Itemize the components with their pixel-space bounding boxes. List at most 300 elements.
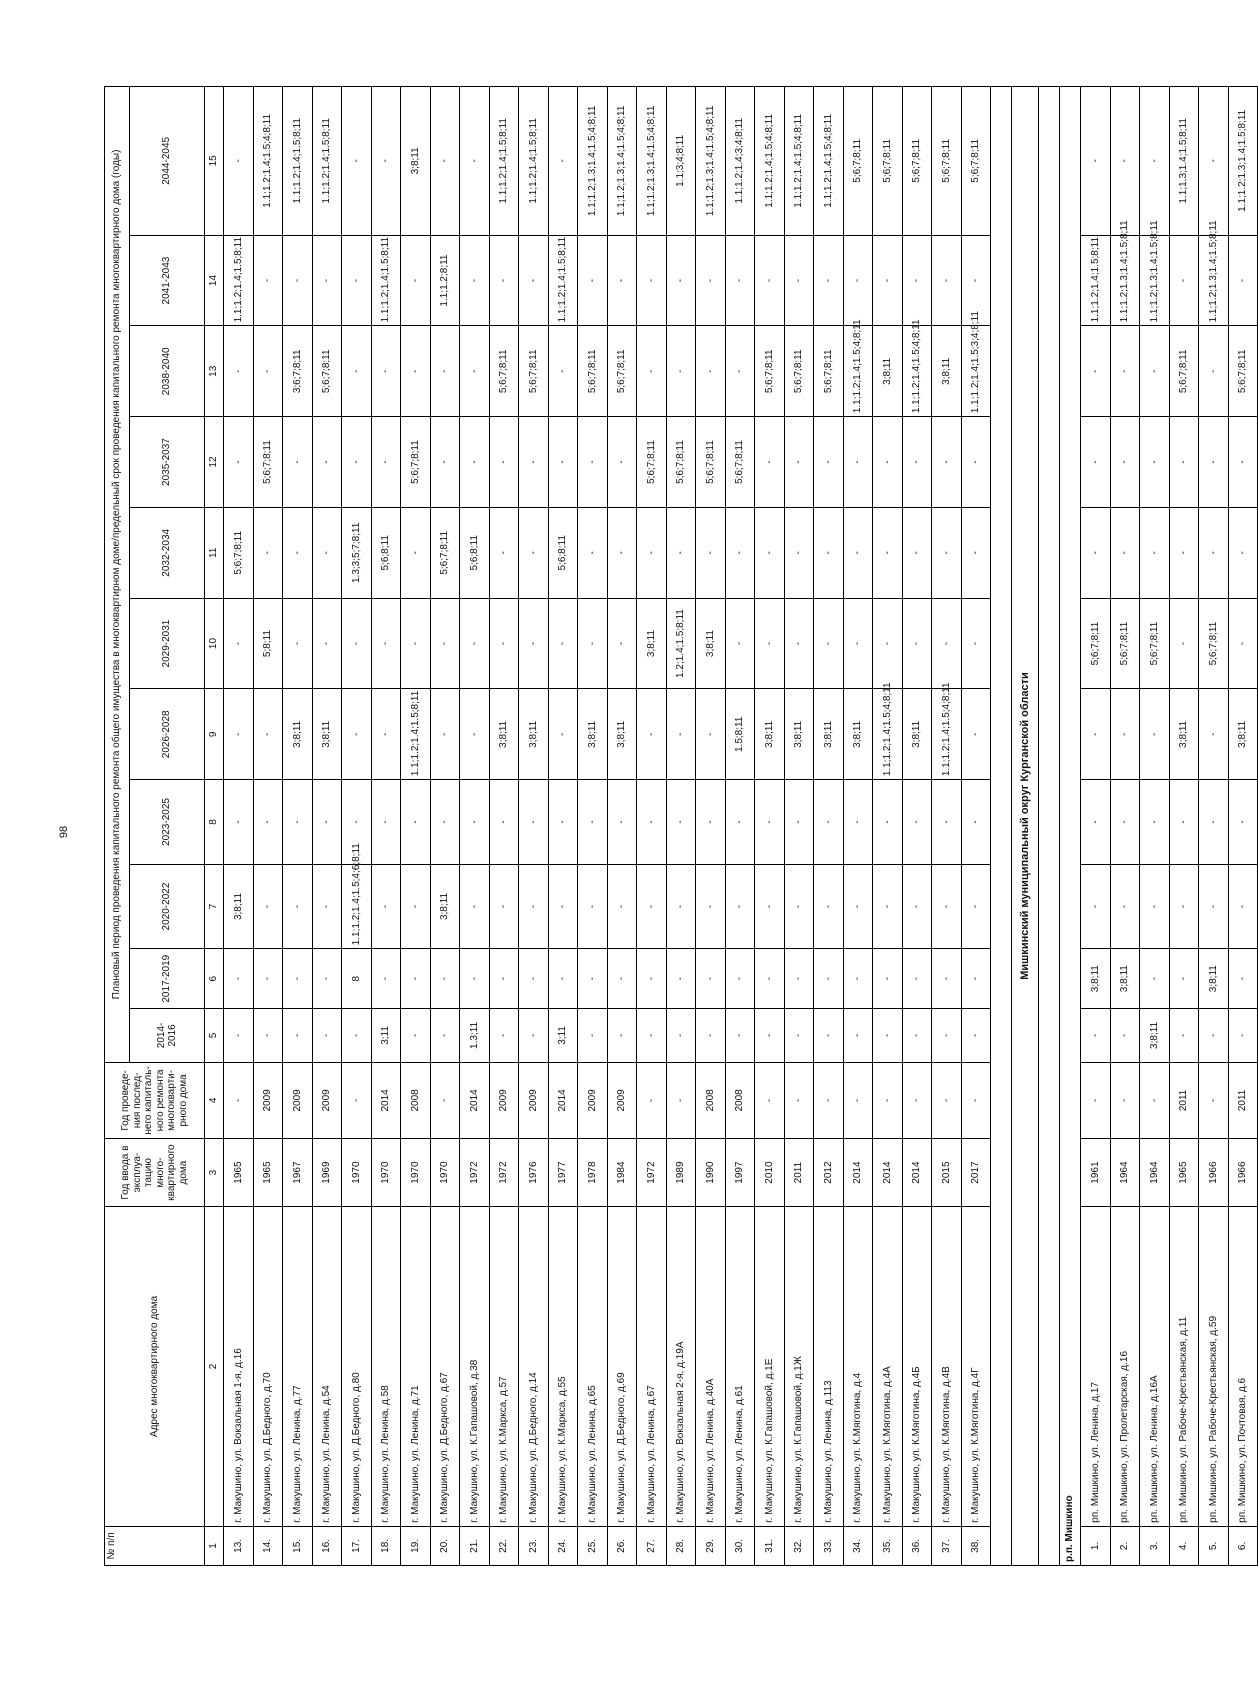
column-number: 7 [205, 864, 224, 949]
table-cell: - [312, 507, 342, 598]
table-cell: - [548, 417, 578, 508]
table-cell: - [224, 780, 254, 865]
table-cell: 2011 [1169, 1062, 1199, 1138]
address-cell: г. Макушино, ул. К.Мяготина, д.4В [932, 1207, 962, 1527]
table-cell: - [932, 864, 962, 949]
table-cell: 3;11 [371, 1009, 401, 1063]
column-number: 6 [205, 949, 224, 1009]
table-cell: - [902, 417, 932, 508]
row-number: 18. [371, 1526, 401, 1565]
table-cell: 1967 [283, 1139, 313, 1207]
table-cell: - [696, 949, 726, 1009]
row-number: 19. [401, 1526, 431, 1565]
table-cell: 1.1;1.2;1.4;1.5;4;6;8;11 [342, 864, 372, 949]
table-cell: - [460, 417, 490, 508]
table-cell: - [548, 864, 578, 949]
row-number: 17. [342, 1526, 372, 1565]
table-cell: - [460, 780, 490, 865]
table-cell: - [637, 864, 667, 949]
table-cell: - [843, 1009, 873, 1063]
table-row [932, 87, 962, 1566]
address-cell: г. Макушино, ул. Ленина, д.77 [283, 1207, 313, 1527]
table-cell: - [430, 326, 460, 417]
table-cell: - [430, 1009, 460, 1063]
row-number: 28. [666, 1526, 696, 1565]
table-cell: - [548, 87, 578, 236]
table-cell: - [548, 326, 578, 417]
table-row [784, 87, 814, 1566]
address-cell: г. Макушино, ул. Д.Бедного, д.67 [430, 1207, 460, 1527]
table-cell: - [342, 326, 372, 417]
table-cell: - [1199, 1062, 1229, 1138]
table-cell: - [401, 949, 431, 1009]
table-cell: 1.1;1.2;1.4;1.5;8;11 [371, 235, 401, 326]
table-cell: - [932, 1062, 962, 1138]
table-cell: - [873, 507, 903, 598]
table-cell: 2009 [519, 1062, 549, 1138]
table-cell: - [902, 780, 932, 865]
table-row [843, 87, 873, 1566]
rotated-table-container [104, 86, 1248, 1566]
table-cell: - [607, 417, 637, 508]
header-year-last-repair: Год проведе-ния послед-него капиталь-ного ремонта многокварти-рного дома [105, 1062, 205, 1138]
period-header: 2041-2043 [130, 235, 205, 326]
table-cell: 5;6;7;8;11 [312, 326, 342, 417]
table-cell: - [607, 780, 637, 865]
table-cell: - [696, 235, 726, 326]
column-number: 12 [205, 417, 224, 508]
table-row [814, 87, 844, 1566]
address-cell: г. Макушино, ул. Вокзальная 1-я, д.16 [224, 1207, 254, 1527]
table-cell: - [1110, 507, 1140, 598]
table-cell: 3;8;11 [755, 689, 785, 780]
table-cell: - [1110, 417, 1140, 508]
column-number: 9 [205, 689, 224, 780]
section-title-row [1012, 87, 1039, 1566]
table-cell: - [607, 235, 637, 326]
table-cell: - [666, 1062, 696, 1138]
table-cell: - [548, 598, 578, 689]
table-cell: - [725, 780, 755, 865]
table-cell: 2010 [755, 1139, 785, 1207]
table-cell: - [1169, 864, 1199, 949]
table-cell: - [224, 417, 254, 508]
table-cell: 5;6;7;8;11 [253, 417, 283, 508]
table-cell: - [430, 598, 460, 689]
table-cell: - [1140, 949, 1170, 1009]
table-cell: 2008 [725, 1062, 755, 1138]
table-cell: - [1110, 326, 1140, 417]
column-number: 1 [205, 1526, 224, 1565]
table-cell: - [725, 598, 755, 689]
table-cell: - [253, 326, 283, 417]
table-cell: 3;8;11 [784, 689, 814, 780]
table-cell: 1972 [460, 1139, 490, 1207]
table-cell: 1966 [1228, 1139, 1258, 1207]
table-cell: - [519, 1009, 549, 1063]
table-cell: - [253, 949, 283, 1009]
table-cell: 1977 [548, 1139, 578, 1207]
table-cell: - [1199, 864, 1229, 949]
table-cell: - [873, 235, 903, 326]
table-cell: - [430, 689, 460, 780]
table-cell: - [460, 689, 490, 780]
table-cell: - [755, 417, 785, 508]
table-cell: - [371, 598, 401, 689]
table-cell: 5;6;7;8;11 [1140, 598, 1170, 689]
table-row [607, 87, 637, 1566]
table-cell: - [932, 235, 962, 326]
table-row [1169, 87, 1199, 1566]
address-cell: г. Макушино, ул. Ленина, д.113 [814, 1207, 844, 1527]
table-cell: 1.1;1.2;1.3;1.4;1.5;4;8;11 [637, 87, 667, 236]
address-cell: г. Макушино, ул. К.Маркса, д.57 [489, 1207, 519, 1527]
table-cell: - [489, 1009, 519, 1063]
table-cell: 3;8;11 [224, 864, 254, 949]
row-number: 6. [1228, 1526, 1258, 1565]
table-cell: - [961, 1062, 991, 1138]
table-cell: - [342, 1009, 372, 1063]
table-cell: - [489, 864, 519, 949]
table-cell: 1965 [253, 1139, 283, 1207]
table-cell: 5;6;7;8;11 [784, 326, 814, 417]
table-cell: 2009 [489, 1062, 519, 1138]
table-cell: - [1140, 326, 1170, 417]
table-cell: 5;6;7;8;11 [519, 326, 549, 417]
table-cell: - [371, 864, 401, 949]
table-cell: - [578, 780, 608, 865]
column-number-row [205, 87, 224, 1566]
address-cell: г. Макушино, ул. К.Маркса, д.55 [548, 1207, 578, 1527]
table-row [1140, 87, 1170, 1566]
row-number: 5. [1199, 1526, 1229, 1565]
table-cell: - [666, 326, 696, 417]
table-cell: - [755, 507, 785, 598]
table-cell: - [696, 780, 726, 865]
table-cell: - [666, 864, 696, 949]
table-cell: 2014 [902, 1139, 932, 1207]
table-cell: 3;8;11 [902, 689, 932, 780]
table-cell: - [1140, 1062, 1170, 1138]
table-cell: 3;8;11 [843, 689, 873, 780]
table-cell: 5;8;11 [253, 598, 283, 689]
table-cell: 1.3;3;5;7;8;11 [342, 507, 372, 598]
table-cell: - [224, 598, 254, 689]
table-cell: - [489, 780, 519, 865]
table-cell: - [843, 780, 873, 865]
row-number: 38. [961, 1526, 991, 1565]
table-cell: - [1199, 87, 1229, 236]
table-cell: - [932, 507, 962, 598]
row-number: 15. [283, 1526, 313, 1565]
table-row [430, 87, 460, 1566]
row-number: 29. [696, 1526, 726, 1565]
table-cell: - [961, 507, 991, 598]
table-cell: - [961, 235, 991, 326]
address-cell: рп. Мишкино, ул. Почтовая, д.6 [1228, 1207, 1258, 1527]
table-cell: 3;8;11 [578, 689, 608, 780]
table-cell: 3;8;11 [814, 689, 844, 780]
table-cell: - [371, 949, 401, 1009]
table-cell: - [784, 864, 814, 949]
table-cell: 1965 [224, 1139, 254, 1207]
table-cell: - [843, 507, 873, 598]
table-cell: - [755, 780, 785, 865]
table-cell: - [253, 689, 283, 780]
table-cell: - [283, 417, 313, 508]
table-cell: - [932, 1009, 962, 1063]
table-cell: - [1228, 235, 1258, 326]
table-cell: 1.1;1.2;1.3;1.4;1.5;4;8;11 [578, 87, 608, 236]
table-cell: 2009 [578, 1062, 608, 1138]
table-row [489, 87, 519, 1566]
page-number: 98 [58, 825, 71, 839]
table-cell: - [283, 1009, 313, 1063]
table-cell: 1984 [607, 1139, 637, 1207]
spacer-row [991, 87, 1012, 1566]
table-cell: 5;6;7;8;11 [961, 87, 991, 236]
table-cell: - [519, 864, 549, 949]
table-cell: 1970 [430, 1139, 460, 1207]
locality-name: р.п. Мишкино [1060, 87, 1081, 1566]
table-cell: - [873, 1009, 903, 1063]
table-cell: 3;8;11 [401, 87, 431, 236]
table-cell: 2008 [696, 1062, 726, 1138]
table-cell: 5;6;7;8;11 [1169, 326, 1199, 417]
table-cell: - [1199, 326, 1229, 417]
table-cell: - [430, 417, 460, 508]
table-cell: - [1169, 949, 1199, 1009]
table-cell: 5;6;7;8;11 [725, 417, 755, 508]
table-cell: - [1199, 689, 1229, 780]
table-cell: - [224, 87, 254, 236]
table-cell: 8 [342, 949, 372, 1009]
table-cell: 5;6;7;8;11 [814, 326, 844, 417]
table-cell: - [873, 1062, 903, 1138]
table-cell: 1972 [489, 1139, 519, 1207]
table-cell: 1970 [371, 1139, 401, 1207]
table-cell: - [1169, 235, 1199, 326]
table-body [224, 87, 1258, 1566]
table-cell: - [696, 507, 726, 598]
table-cell: 5;6;7;8;11 [430, 507, 460, 598]
table-cell: - [371, 326, 401, 417]
table-cell: - [961, 417, 991, 508]
table-cell: - [401, 598, 431, 689]
table-cell: - [1140, 507, 1170, 598]
table-cell: 1.1;1.2;1.4;1.5;4;8;11 [843, 326, 873, 417]
table-cell: - [932, 780, 962, 865]
row-number: 30. [725, 1526, 755, 1565]
table-cell: 1.1;1.2;1.3;1.4;1.5;8;11 [1140, 235, 1170, 326]
table-cell: - [253, 507, 283, 598]
table-cell: 2014 [460, 1062, 490, 1138]
table-cell: 3;8;11 [1228, 689, 1258, 780]
table-cell: 1966 [1199, 1139, 1229, 1207]
table-cell: - [784, 417, 814, 508]
table-cell: 2015 [932, 1139, 962, 1207]
row-number: 23. [519, 1526, 549, 1565]
spacer-row [1039, 87, 1060, 1566]
table-cell: - [342, 87, 372, 236]
table-cell: - [725, 507, 755, 598]
header-planned-period: Плановый период проведения капитального ремонта общего имущества в многоквартирном доме/предельный срок проведения капитального ремонта многоквартирного дома (годы) [105, 87, 130, 1063]
table-cell: - [666, 1009, 696, 1063]
table-cell: 2014 [873, 1139, 903, 1207]
table-cell: - [755, 1009, 785, 1063]
table-cell: - [961, 598, 991, 689]
period-header: 2026-2028 [130, 689, 205, 780]
table-cell: 1.1;1.2;1.4;1.5;8;11 [224, 235, 254, 326]
address-cell: г. Макушино, ул. К.Гапашовой, д.38 [460, 1207, 490, 1527]
table-cell: 1970 [401, 1139, 431, 1207]
table-row [725, 87, 755, 1566]
table-cell: 1.5;8;11 [725, 689, 755, 780]
table-cell: - [312, 1009, 342, 1063]
table-cell: - [784, 507, 814, 598]
row-number: 32. [784, 1526, 814, 1565]
table-row [873, 87, 903, 1566]
table-cell: 5;6;7;8;11 [755, 326, 785, 417]
table-cell: - [1081, 87, 1111, 236]
table-cell: 5;6;7;8;11 [843, 87, 873, 236]
column-number: 11 [205, 507, 224, 598]
table-cell: 5;6;8;11 [371, 507, 401, 598]
period-header: 2023-2025 [130, 780, 205, 865]
table-cell: - [784, 949, 814, 1009]
table-cell: - [430, 87, 460, 236]
table-row [253, 87, 283, 1566]
table-cell: - [666, 507, 696, 598]
row-number: 20. [430, 1526, 460, 1565]
table-cell: 5;6;7;8;11 [932, 87, 962, 236]
table-cell: - [283, 598, 313, 689]
table-cell: - [371, 780, 401, 865]
row-number: 4. [1169, 1526, 1199, 1565]
table-cell: - [902, 949, 932, 1009]
table-cell: - [932, 598, 962, 689]
table-cell: - [1140, 417, 1170, 508]
table-cell: - [312, 417, 342, 508]
table-cell: - [725, 235, 755, 326]
table-row [371, 87, 401, 1566]
address-cell: г. Макушино, ул. Д.Бедного, д.80 [342, 1207, 372, 1527]
period-header: 2014-2016 [130, 1009, 205, 1063]
table-cell: - [578, 235, 608, 326]
table-cell: 5;6;7;8;11 [401, 417, 431, 508]
table-cell: - [224, 1062, 254, 1138]
table-cell: - [814, 1062, 844, 1138]
table-cell: - [430, 1062, 460, 1138]
row-number: 24. [548, 1526, 578, 1565]
table-cell: - [607, 949, 637, 1009]
table-cell: - [519, 780, 549, 865]
table-cell: - [843, 598, 873, 689]
table-row [1228, 87, 1258, 1566]
table-cell: - [460, 949, 490, 1009]
table-row [902, 87, 932, 1566]
table-cell: - [873, 598, 903, 689]
table-cell: - [755, 598, 785, 689]
address-cell: г. Макушино, ул. Ленина, д.54 [312, 1207, 342, 1527]
table-cell: - [519, 949, 549, 1009]
table-cell: - [1140, 87, 1170, 236]
table-cell: - [961, 1009, 991, 1063]
table-cell: - [814, 235, 844, 326]
table-cell: 3;8;11 [283, 689, 313, 780]
table-cell: 3;8;11 [873, 326, 903, 417]
table-cell: 5;6;7;8;11 [1110, 598, 1140, 689]
table-cell: 2008 [401, 1062, 431, 1138]
table-cell: - [371, 87, 401, 236]
table-cell: 2009 [607, 1062, 637, 1138]
table-cell: 2009 [312, 1062, 342, 1138]
address-cell: г. Макушино, ул. К.Мяготина, д.4А [873, 1207, 903, 1527]
table-row [224, 87, 254, 1566]
table-cell: - [1081, 689, 1111, 780]
table-cell: - [401, 235, 431, 326]
capital-repair-table [104, 86, 1258, 1566]
table-cell: - [814, 598, 844, 689]
table-cell: - [1228, 1009, 1258, 1063]
row-number: 2. [1110, 1526, 1140, 1565]
table-cell: 5;6;7;8;11 [637, 417, 667, 508]
table-cell: 5;6;7;8;11 [1199, 598, 1229, 689]
table-cell: - [725, 864, 755, 949]
table-cell: 1989 [666, 1139, 696, 1207]
table-cell: 3;8;11 [312, 689, 342, 780]
table-cell: 1.1;1.2;1.4;1.5;8;11 [1081, 235, 1111, 326]
table-cell: 1.1;1.2;1.4;1.5;8;11 [519, 87, 549, 236]
table-cell: - [814, 417, 844, 508]
table-cell: - [283, 780, 313, 865]
table-cell: 5;6;7;8;11 [489, 326, 519, 417]
period-header: 2032-2034 [130, 507, 205, 598]
table-cell: - [489, 598, 519, 689]
table-cell: - [902, 598, 932, 689]
table-cell: - [224, 326, 254, 417]
table-row [578, 87, 608, 1566]
table-cell: - [253, 864, 283, 949]
table-cell: - [696, 1009, 726, 1063]
table-cell: - [725, 326, 755, 417]
table-cell: 1.1;1.2;1.4;1.5;4;8;11 [814, 87, 844, 236]
table-cell: - [666, 949, 696, 1009]
table-cell: - [253, 780, 283, 865]
address-cell: г. Макушино, ул. К.Гапашовой, д.1Ж [784, 1207, 814, 1527]
table-cell: - [902, 1062, 932, 1138]
table-cell: - [1228, 780, 1258, 865]
spacer-cell [1039, 87, 1060, 1566]
table-cell: 5;6;7;8;11 [224, 507, 254, 598]
table-cell: 5;6;7;8;11 [873, 87, 903, 236]
table-cell: - [578, 598, 608, 689]
header-num: № п/п [105, 1526, 205, 1565]
table-cell: 1.1;1.2;1.4;1.5;8;11 [401, 689, 431, 780]
table-cell: 2009 [253, 1062, 283, 1138]
table-cell: 1.1;1.2;1.4;1.5;8;11 [283, 87, 313, 236]
table-cell: 2014 [843, 1139, 873, 1207]
table-cell: 3;8;11 [607, 689, 637, 780]
column-number: 15 [205, 87, 224, 236]
table-cell: - [961, 949, 991, 1009]
row-number: 34. [843, 1526, 873, 1565]
table-cell: 1.1;1.2;8;11 [430, 235, 460, 326]
header-address: Адрес многоквартирного дома [105, 1207, 205, 1527]
table-row [342, 87, 372, 1566]
table-cell: 1.1;1.2;1.4;1.5;4;8;11 [873, 689, 903, 780]
table-cell: - [961, 689, 991, 780]
